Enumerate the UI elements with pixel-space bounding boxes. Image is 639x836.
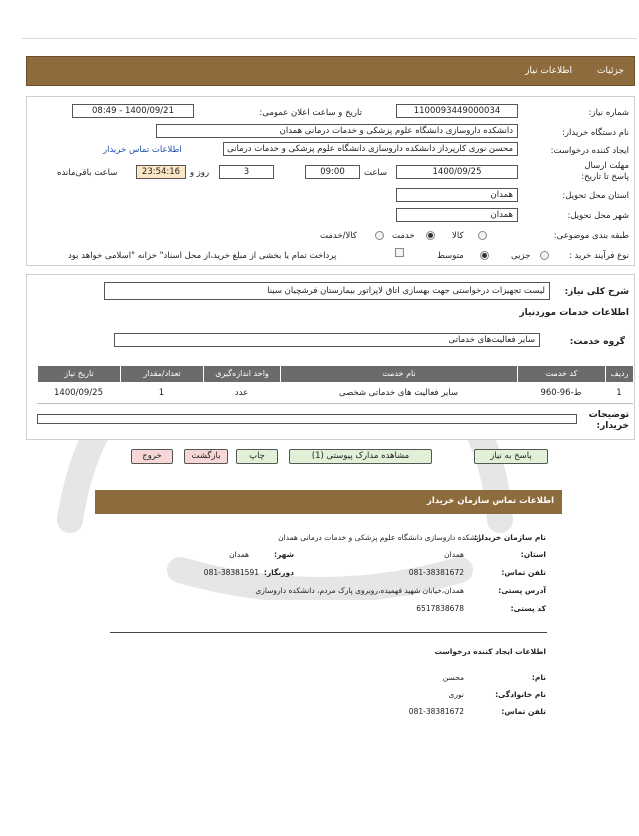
exit-button[interactable]: خروج	[131, 449, 173, 464]
process-label: نوع فرآیند خرید :	[568, 251, 629, 261]
attachments-button[interactable]: مشاهده مدارک پیوستی (1)	[289, 449, 432, 464]
cell-need-date: 1400/09/25	[54, 388, 103, 398]
page-header	[26, 56, 635, 86]
province-label: استان محل تحویل:	[562, 191, 629, 201]
remaining-time-field: 23:54:16	[136, 165, 186, 179]
category-goods-service-label: کالا/خدمت	[320, 231, 357, 241]
contact-address-label: آدرس پستی:	[498, 586, 546, 595]
buyer-contact-link[interactable]: اطلاعات تماس خریدار	[103, 145, 182, 155]
contact-postal-value: 6517838678	[416, 604, 464, 613]
cell-row: 1	[616, 388, 622, 398]
category-goods-radio[interactable]	[478, 231, 487, 240]
cell-service-code: ط-96-960	[540, 388, 582, 398]
contact-phone-label: تلفن تماس:	[501, 568, 546, 577]
contact-phone-value: 081-38381672	[408, 568, 464, 577]
process-partial-label: جزیی	[511, 251, 531, 261]
category-goods-label: کالا	[452, 231, 464, 241]
process-medium-radio[interactable]	[480, 251, 489, 260]
creator-name-value: محسن	[442, 673, 464, 682]
creator-field: محسن نوری کارپرداز دانشکده داروسازی دانشگاه علوم پزشکی و خدمات درمانی	[223, 142, 518, 156]
announce-field: 1400/09/21 - 08:49	[72, 104, 194, 118]
back-button[interactable]: بازگشت	[184, 449, 228, 464]
days-field: 3	[219, 165, 274, 179]
deadline-date-field: 1400/09/25	[396, 165, 518, 179]
buyer-notes-label: توضیحات خریدار:	[588, 410, 629, 431]
category-label: طبقه بندی موضوعی:	[553, 231, 629, 241]
creator-phone-label: تلفن تماس:	[501, 707, 546, 716]
payment-note: پرداخت تمام یا بخشی از مبلغ خرید،از محل اسناد" خزانه "اسلامی خواهد بود	[68, 251, 337, 261]
col-quantity: تعداد/مقدار	[120, 366, 203, 382]
col-unit: واحد اندازه‌گیری	[203, 366, 280, 382]
cell-service-name: سایر فعالیت های خدماتی شخصی	[339, 388, 458, 398]
creator-info-title: اطلاعات ایجاد کننده درخواست	[434, 647, 546, 656]
contact-address-value: همدان،خیابان شهید فهمیده،روبروی پارک مردم، دانشکده داروسازی	[255, 586, 464, 595]
contact-province-label: استان:	[520, 550, 546, 559]
table-row	[37, 386, 633, 400]
category-goods-service-radio[interactable]	[375, 231, 384, 240]
process-partial-radio[interactable]	[540, 251, 549, 260]
cell-unit: عدد	[234, 388, 249, 398]
reply-button[interactable]: پاسخ به نیاز	[474, 449, 548, 464]
org-name-label: نام سازمان خریدار:	[474, 533, 546, 542]
top-divider	[22, 38, 637, 39]
creator-family-value: نوری	[448, 690, 464, 699]
table-divider	[37, 403, 633, 404]
announce-label: تاریخ و ساعت اعلان عمومی:	[259, 108, 362, 118]
contact-header	[95, 490, 562, 514]
creator-phone-value: 081-38381672	[408, 707, 464, 716]
days-label: روز و	[190, 168, 210, 178]
payment-checkbox[interactable]	[395, 248, 404, 257]
contact-fax-value: 081-38381591	[203, 568, 259, 577]
col-service-name: نام خدمت	[280, 366, 517, 382]
category-service-radio[interactable]	[426, 231, 435, 240]
creator-label: ایجاد کننده درخواست:	[550, 146, 629, 156]
contact-title: اطلاعات تماس سازمان خریدار	[426, 496, 554, 506]
contact-province-value: همدان	[444, 550, 464, 559]
buyer-org-field: دانشکده داروسازی دانشگاه علوم پزشکی و خدمات درمانی همدان	[156, 124, 518, 138]
need-number-field: 1100093449000034	[396, 104, 518, 118]
contact-city-value: همدان	[229, 550, 249, 559]
category-service-label: خدمت	[392, 231, 415, 241]
col-need-date: تاریخ نیاز	[37, 366, 120, 382]
deadline-label: مهلت ارسال پاسخ تا تاریخ:	[581, 161, 629, 182]
services-title: اطلاعات خدمات موردنیاز	[519, 308, 629, 318]
remaining-label: ساعت باقی‌مانده	[57, 168, 118, 178]
description-field: لیست تجهیزات درخواستی جهت بهسازی اتاق لاپراتور بیمارستان فرشچیان سینا	[104, 282, 550, 300]
city-field: همدان	[396, 208, 518, 222]
contact-fax-label: دورنگار:	[263, 568, 294, 577]
contact-divider	[110, 632, 547, 633]
creator-family-label: نام خانوادگی:	[495, 690, 546, 699]
service-group-label: گروه خدمت:	[569, 337, 625, 347]
tab-details[interactable]: جزئیات	[597, 66, 624, 76]
org-name-value: دانشکده داروسازی دانشگاه علوم پزشکی و خدمات درمانی همدان	[278, 533, 484, 542]
creator-name-label: نام:	[531, 673, 546, 682]
city-label: شهر محل تحویل:	[567, 211, 629, 221]
col-row: ردیف	[605, 366, 633, 382]
need-number-label: شماره نیاز:	[588, 108, 629, 118]
tab-need-info[interactable]: اطلاعات نیاز	[525, 66, 572, 76]
contact-postal-label: کد پستی:	[510, 604, 546, 613]
process-medium-label: متوسط	[437, 251, 464, 261]
service-group-field: سایر فعالیت‌های خدماتی	[114, 333, 540, 347]
contact-city-label: شهر:	[274, 550, 294, 559]
services-table-header	[37, 366, 633, 382]
print-button[interactable]: چاپ	[236, 449, 278, 464]
cell-quantity: 1	[158, 388, 165, 398]
deadline-time-field: 09:00	[305, 165, 360, 179]
buyer-org-label: نام دستگاه خریدار:	[562, 128, 629, 138]
description-label: شرح کلی نیاز:	[564, 287, 629, 297]
buyer-notes-field	[37, 414, 577, 424]
col-service-code: کد خدمت	[517, 366, 605, 382]
province-field: همدان	[396, 188, 518, 202]
time-label: ساعت	[364, 168, 388, 178]
